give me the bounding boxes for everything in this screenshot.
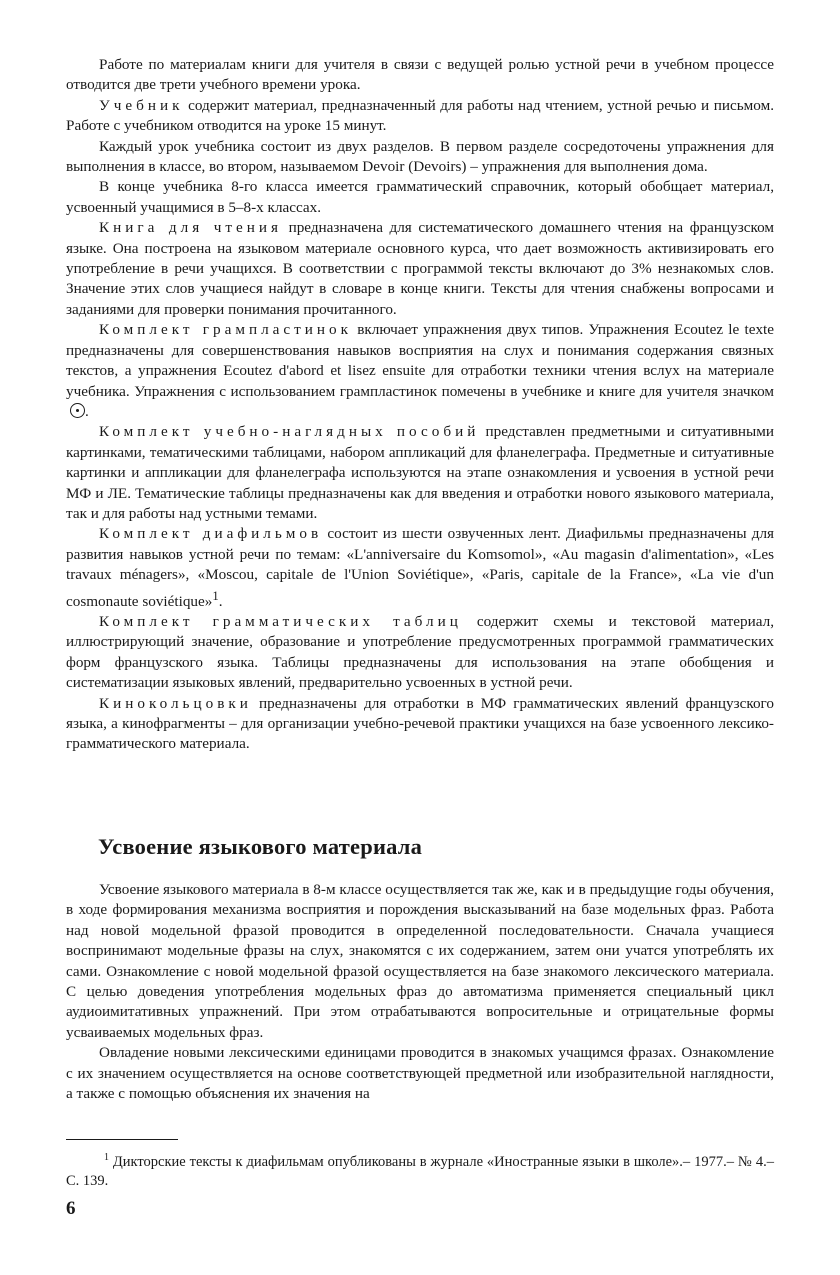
paragraph: Книга для чтения предназначена для систематического домашнего чтения на французском языке. Она построена на языковом материале основного курса, что дает возможность активизировать его употребление в речи учащихся. В соответствии с программой тексты включают до 3% незнакомых слов. Значение этих слов учащиеся найдут в словаре в конце книги. Тексты для чтения снабжены вопросами и заданиями для проверки понимания прочитанного. [66,219,774,318]
page-number: 6 [66,1198,76,1219]
paragraph: Учебник содержит материал, предназначенный для работы над чтением, устной речью и письмом. Работе с учебником отводится на уроке 15 минут. [66,96,774,135]
section-body [66,880,774,1104]
footnote-ref: 1 [212,588,219,603]
record-disc-icon [70,403,85,418]
paragraph: Комплект учебно-наглядных пособий представлен предметными и ситуативными картинками, тематическими таблицами, набором аппликаций для фланелеграфа. Предметные и ситуативные картинки и аппликации для фланелеграфа используются на этапе ознакомления и усвоения в устной речи МФ и ЛЕ. Тематические таблицы предназначены как для введения и отработки нового языкового материала, так и для работы над устными темами. [66,423,774,522]
paragraph: Комплект диафильмов состоит из шести озвученных лент. Диафильмы предназначены для развития навыков устной речи по темам: «L'anniversaire du Komsomol», «Au magasin d'alimentation», «Les travaux ménagers», «Moscou, capitale de l'Union Soviétique», «Paris, capitale de la France», «La vie d'un cosmonaute soviétique»$^1$. [66,525,775,610]
spaced-term: Книга для чтения [99,219,283,237]
spaced-term: Комплект учебно-наглядных пособий [99,423,480,441]
paragraph: Кинокольцовки предназначены для отработки в МФ грамматических явлений французского языка, а кинофрагменты – для организации учебно-речевой практики учащихся на базе усвоенного лексико-грамматического материала. [66,694,774,753]
footnote: $^1$ Дикторские тексты к диафильмам опубликованы в журнале «Иностранные языки в школе».– 1977.– № 4.– С. 139. [66,1152,774,1190]
footnote-marker: 1 [104,1152,109,1163]
footnote-divider [66,1139,178,1140]
paragraph: Работе по материалам книги для учителя в связи с ведущей ролью устной речи в учебном процессе отводится две трети учебного времени урока. [66,56,774,94]
spaced-term: Комплект грамматических таблиц [99,613,462,631]
paragraph: Овладение новыми лексическими единицами проводится в знакомых учащимся фразах. Ознакомление с их значением осуществляется на основе соответствующей предметной или изобразительной наглядности, а также с помощью объяснения их значения на [66,1044,774,1103]
spaced-term: Комплект грампластинок [99,321,353,339]
paragraph: Усвоение языкового материала в 8-м классе осуществляется так же, как и в предыдущие годы обучения, в ходе формирования механизма восприятия и порождения высказываний на базе модельных фраз. Работа над новой модельной фразой проводится в определенной последовательности. Сначала учащиеся воспринимают модельные фразы на слух, знакомятся с их содержанием, затем они учатся употреблять их сами. Ознакомление с новой модельной фразой осуществляется на базе знакомого лексического материала. С целью доведения употребления модельных фраз до автоматизма применяется специальный цикл аудиоимитативных упражнений. При этом отрабатываются вопросительные и отрицательные формы усваиваемых модельных фраз. [66,881,774,1041]
spaced-term: Кинокольцовки [99,694,252,712]
paragraph: Каждый урок учебника состоит из двух разделов. В первом разделе сосредоточены упражнения для выполнения в классе, во втором, называемом Devoir (Devoirs) – упражнения для выполнения дома. [66,137,774,176]
paragraph: Комплект грампластинок включает упражнения двух типов. Упражнения Ecoutez le texte предназначены для совершенствования навыков восприятия на слух и понимания содержания связных текстов, а упражнения Ecoutez d'abord et lisez ensuite для отработки техники чтения вслух на материале учебника. Упражнения с использованием грампластинок помечены в учебнике и книге для учителя значком. [66,321,775,420]
spaced-term: Учебник [99,96,184,114]
body-text-block [66,55,774,755]
paragraph: В конце учебника 8-го класса имеется грамматический справочник, который обобщает материал, усвоенный учащимися в 5–8-х классах. [66,178,774,216]
spaced-term: Комплект диафильмов [99,525,323,543]
section-heading: Усвоение языкового материала [98,834,423,859]
paragraph: Комплект грамматических таблиц содержит схемы и текстовой материал, иллюстрирующий значение, образование и употребление предусмотренных программой грамматических форм французского языка. Таблицы предназначены для использования на этапе обобщения и систематизации языковых явлений, предварительно усвоенных в устной речи. [66,613,774,692]
